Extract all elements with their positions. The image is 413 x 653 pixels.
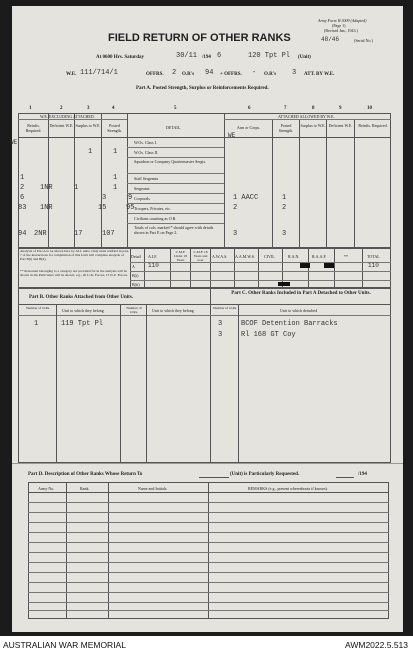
cell-surplus: 1	[88, 148, 93, 156]
analysis-total-value: 110	[368, 262, 379, 269]
col-number: 2	[60, 106, 63, 111]
analysis-header: CIVIL	[264, 254, 275, 259]
cell-posted: 107	[102, 230, 115, 238]
cell-arm: 2	[233, 204, 238, 212]
ors-value: 94	[205, 69, 214, 77]
part-d-col-header: Rank.	[80, 486, 90, 491]
part-c-entry-number: 3	[218, 320, 223, 328]
we-label: W.E.	[66, 72, 77, 77]
analysis-row-label: B(i)	[132, 273, 139, 278]
part-c-entry-number: 3	[218, 331, 223, 339]
part-b-col-header: Unit to which they belong	[62, 308, 104, 313]
part-b-col-header: Number of O.Rs.	[126, 306, 142, 314]
analysis-detail-label: Detail	[131, 254, 141, 259]
year-value: 6	[217, 52, 222, 60]
part-b-entry-number: 1	[34, 320, 39, 328]
analysis-note-2: ** Personnel belonging to a category not provided for in the analysis will be shown in the Particulars will be shown, e.g., 20 U.K. Forces, 15 N.Z. Forces.	[20, 269, 128, 277]
unit-label: (Unit)	[298, 55, 311, 60]
we-value: 111/714/1	[80, 69, 118, 77]
analysis-header: A.A.M.W.S.	[235, 254, 255, 259]
detail-header: DETAIL.	[166, 125, 182, 130]
detail-label: Civilians counting as O.R.	[134, 216, 177, 221]
cell-surplus: 17	[74, 230, 83, 238]
cell-r-posted: 2	[282, 204, 287, 212]
left-col-header: Reinfts. Required.	[25, 123, 42, 133]
right-col-header: Surplus to W.E.	[300, 123, 326, 128]
part-c-col-header: Number of O.Rs.	[212, 306, 238, 310]
redaction-mark	[324, 263, 334, 268]
cell-arm: 3	[233, 230, 238, 238]
margin-note-right: WE	[228, 132, 236, 139]
unit-name: 120 Tpt Pl	[248, 52, 291, 60]
part-c-title: Part C. Other Ranks Included in Part A Detached to Other Units.	[231, 291, 371, 296]
cell-reinf: 1	[20, 174, 25, 182]
part-d-col-header: REMARKS (e.g., present whereabouts if known).	[248, 486, 328, 491]
col-number: 7	[284, 106, 287, 111]
cell-posted: 1	[113, 148, 118, 156]
col-number: 9	[339, 106, 342, 111]
cell-r-posted: 1	[282, 194, 287, 202]
detail-label: W.Os. Class I.	[134, 140, 157, 145]
analysis-header: A.W.A.S.	[212, 254, 228, 259]
page-title: FIELD RETURN OF OTHER RANKS	[108, 32, 291, 44]
return-date: 30/11	[176, 52, 198, 60]
cell-arm: 1 AACC	[233, 194, 259, 202]
cell-reinf: 94	[18, 230, 27, 238]
analysis-aif-value: 110	[148, 262, 159, 269]
right-col-header: Deficient W.E.	[328, 123, 353, 128]
col-number: 4	[112, 106, 115, 111]
att-label: ATT. BY W.E.	[304, 72, 335, 77]
cell-reinf: 83	[18, 204, 27, 212]
offrs-label: OFFRS.	[146, 72, 164, 77]
detail-label: Sergeants	[134, 186, 150, 191]
col-number: 1	[29, 106, 32, 111]
cell-surplus: 3	[102, 194, 107, 202]
analysis-header: C.M.F. Under 18 Years	[173, 250, 188, 262]
part-d-title-end: (Unit) is Particularly Requested.	[230, 472, 300, 477]
right-group-header: ATTACHED ALLOWED BY W.E.	[278, 114, 335, 119]
detail-label: Corporals	[134, 196, 150, 201]
cell-def: 2NR	[34, 230, 47, 238]
document-page	[12, 6, 403, 632]
detail-label: Totals of cols. marked * should agree with details shown in Part E on Page 2.	[134, 225, 214, 235]
col-number: 8	[312, 106, 315, 111]
left-col-header: Surplus to W.E.	[75, 123, 101, 128]
right-col-header: Reinfts. Required.	[358, 123, 388, 128]
right-col-header: Arm or Corps.	[236, 125, 261, 130]
part-c-col-header: Unit to which detached	[280, 308, 318, 313]
part-a-title: Part A. Posted Strength, Surplus or Reinforcements Required.	[136, 86, 269, 91]
offrs2-value: -	[252, 69, 257, 77]
right-col-header: Posted Strength.	[278, 123, 294, 133]
cell-posted: 1	[113, 184, 118, 192]
analysis-header: TOTAL	[367, 254, 380, 259]
cell-r-posted: 3	[282, 230, 287, 238]
left-group-header: W.E. EXCLUDING ATTACHED.	[40, 114, 95, 119]
part-b-entry-unit: 119 Tpt Pl	[61, 320, 104, 328]
caption-id: AWM2022.5.513	[345, 640, 408, 650]
analysis-header: A.I.F.	[148, 254, 158, 259]
col-number: 5	[174, 106, 177, 111]
part-b-col-header: Number of O.Rs.	[25, 306, 51, 310]
ors2-value: 3	[292, 69, 297, 77]
part-b-title: Part B. Other Ranks Attached from Other Units.	[29, 295, 134, 300]
analysis-header: C.M.F. 18 Years and over	[193, 250, 208, 262]
serial-number: 48/46	[321, 36, 340, 43]
col-number: 10	[367, 106, 372, 111]
left-col-header: Deficient W.E.	[49, 123, 74, 128]
cell-def: 1NR	[40, 204, 53, 212]
cell-posted: 95	[126, 204, 135, 212]
offrs-value: 2	[172, 69, 177, 77]
analysis-header: R.A.N.	[288, 254, 300, 259]
analysis-row-label: B(ii)	[132, 282, 140, 287]
ors-label: O.R's	[182, 72, 195, 77]
offrs2-label: + OFFRS.	[220, 72, 242, 77]
detail-label: Staff Sergeants	[134, 176, 159, 181]
cell-def: 1NR	[40, 184, 53, 192]
cell-posted: 1	[113, 174, 118, 182]
part-d-col-header: Army No.	[38, 486, 55, 491]
analysis-row-label: A	[132, 264, 135, 269]
analysis-note: Analysis of Part A to be shown here by ALL units. Only units notified in para. 7 of the instructions for compilation of this form will complete analysis of Part B(i) and B(ii).	[20, 249, 130, 261]
part-c-entry-unit: BCOF Detention Barracks	[241, 320, 338, 328]
cell-posted: 9	[128, 194, 133, 202]
part-c-entry-unit: Rl 168 GT Coy	[241, 331, 296, 339]
part-d-date-end: /194	[358, 472, 367, 477]
cell-reinf: 6	[20, 194, 25, 202]
revised-note: (Revised Jan., 1943.)	[324, 28, 358, 33]
cell-surplus: 1	[74, 184, 79, 192]
page-note: (Page 1)	[332, 23, 346, 28]
part-d-col-header: Name and Initials.	[138, 486, 168, 491]
col-number: 3	[87, 106, 90, 111]
analysis-header: **	[344, 254, 348, 259]
caption-source: AUSTRALIAN WAR MEMORIAL	[3, 640, 126, 650]
year-prefix: /194	[202, 55, 211, 60]
left-col-header: Posted Strength.	[107, 123, 122, 133]
margin-note: WE	[10, 139, 18, 146]
at-line-prefix: At 0600 Hrs. Saturday	[96, 55, 145, 60]
ors2-label: O.R's	[264, 72, 277, 77]
serial-number-label: (Serial No.)	[354, 38, 373, 43]
form-reference: Army Form W.3009 (Adapted)	[318, 18, 367, 23]
redaction-mark	[300, 263, 310, 268]
redaction-mark	[278, 282, 290, 286]
archive-caption	[0, 636, 413, 653]
detail-label: Troopers, Privates, etc.	[134, 206, 171, 211]
cell-reinf: 2	[20, 184, 25, 192]
cell-surplus: 15	[98, 204, 107, 212]
detail-label: Squadron or Company Quartermaster Sergts.	[134, 159, 207, 164]
detail-label: W.Os. Class II.	[134, 150, 159, 155]
col-number: 6	[248, 106, 251, 111]
analysis-header: R.A.A.F.	[312, 254, 327, 259]
part-b-col-header: Unit to which they belong	[152, 308, 194, 313]
part-d-title-start: Part D. Description of Other Ranks Whose Return To	[28, 472, 143, 477]
